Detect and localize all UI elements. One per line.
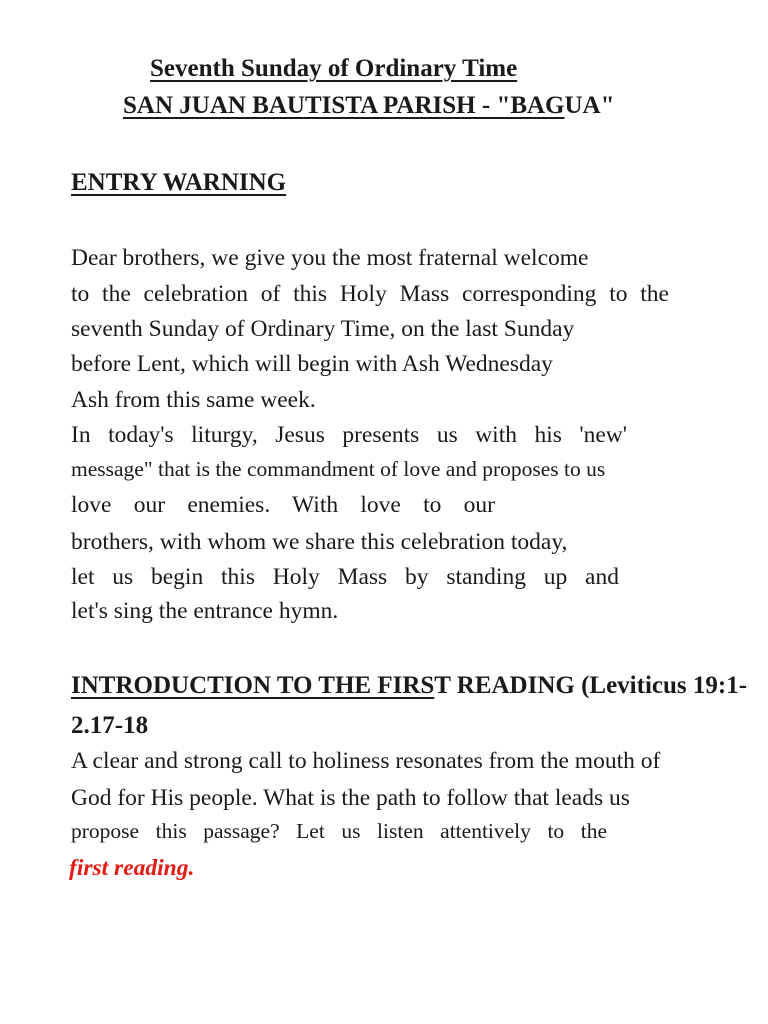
entry-warning-line-4: before Lent, which will begin with Ash Wednesday — [71, 351, 553, 377]
first-reading-line-1: A clear and strong call to holiness resonates from the mouth of — [71, 748, 661, 774]
entry-warning-line-5: Ash from this same week. — [71, 387, 316, 413]
entry-warning-line-8: love our enemies. With love to our — [71, 492, 495, 518]
page-title: Seventh Sunday of Ordinary Time — [150, 55, 518, 82]
first-reading-highlight: first reading. — [69, 855, 195, 881]
entry-warning-line-9: brothers, with whom we share this celebration today, — [71, 529, 568, 555]
first-reading-heading-rest: T READING (Leviticus 19:1- — [434, 672, 748, 699]
first-reading-heading-underlined: INTRODUCTION TO THE FIRS — [71, 672, 435, 699]
first-reading-heading — [71, 672, 747, 700]
first-reading-line-3: propose this passage? Let us listen attentively to the — [71, 819, 607, 843]
entry-warning-heading: ENTRY WARNING — [71, 169, 287, 196]
parish-name-underlined: SAN JUAN BAUTISTA PARISH - "BAG — [123, 92, 565, 119]
parish-name — [123, 92, 615, 120]
first-reading-line-2: God for His people. What is the path to follow that leads us — [71, 785, 630, 811]
first-reading-heading-line-2: 2.17-18 — [71, 712, 149, 739]
entry-warning-line-6: In today's liturgy, Jesus presents us with his 'new' — [71, 422, 627, 448]
entry-warning-line-1: Dear brothers, we give you the most fraternal welcome — [71, 245, 589, 271]
entry-warning-line-2: to the celebration of this Holy Mass corresponding to the — [71, 281, 669, 307]
entry-warning-line-10: let us begin this Holy Mass by standing up and — [71, 564, 619, 590]
entry-warning-line-3: seventh Sunday of Ordinary Time, on the last Sunday — [71, 316, 575, 342]
entry-warning-line-11: let's sing the entrance hymn. — [71, 598, 339, 624]
entry-warning-line-7: message" that is the commandment of love and proposes to us — [71, 457, 606, 481]
parish-name-rest: UA" — [564, 92, 615, 119]
